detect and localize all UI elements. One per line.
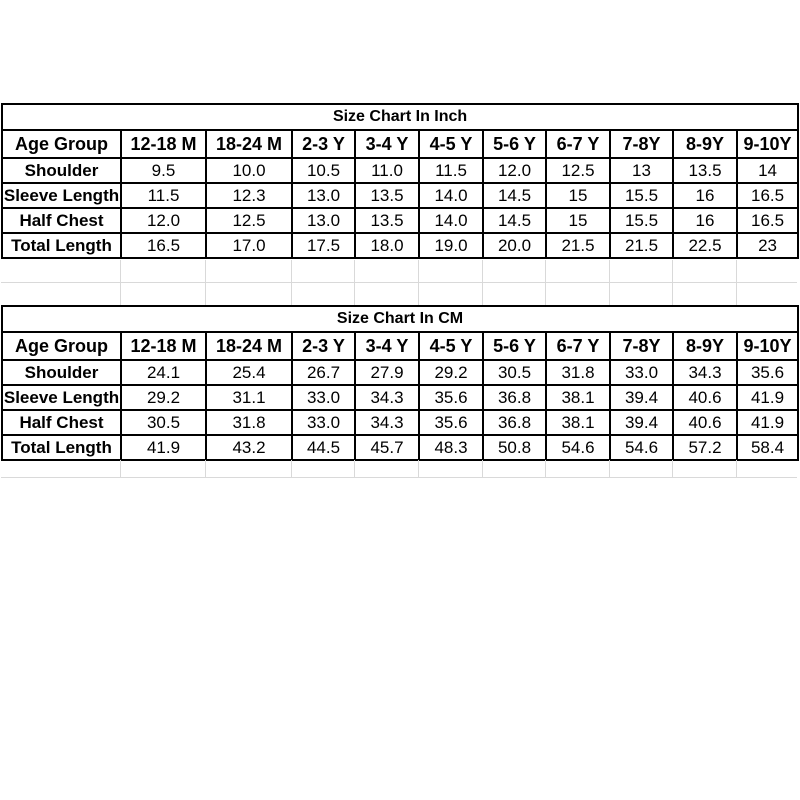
row-label: Half Chest (2, 208, 121, 233)
age-group-header: Age Group (2, 130, 121, 158)
gridline (418, 460, 419, 477)
column-header: 3-4 Y (355, 332, 419, 360)
cell-value: 27.9 (355, 360, 419, 385)
cell-value: 54.6 (546, 435, 610, 460)
cell-value: 34.3 (355, 385, 419, 410)
gridline (418, 260, 419, 305)
cell-value: 13.0 (292, 208, 355, 233)
cell-value: 14.5 (483, 183, 546, 208)
cell-value: 11.5 (419, 158, 483, 183)
column-header: 12-18 M (121, 130, 206, 158)
cell-value: 39.4 (610, 410, 673, 435)
column-header: 4-5 Y (419, 332, 483, 360)
cell-value: 24.1 (121, 360, 206, 385)
cell-value: 35.6 (419, 410, 483, 435)
cell-value: 21.5 (546, 233, 610, 258)
cell-value: 17.5 (292, 233, 355, 258)
row-label: Total Length (2, 233, 121, 258)
cell-value: 38.1 (546, 385, 610, 410)
gridline (672, 260, 673, 305)
gridline (120, 260, 121, 305)
cell-value: 34.3 (673, 360, 737, 385)
cell-value: 11.0 (355, 158, 419, 183)
cell-value: 33.0 (292, 410, 355, 435)
cell-value: 29.2 (419, 360, 483, 385)
column-header: 2-3 Y (292, 130, 355, 158)
column-header: 8-9Y (673, 130, 737, 158)
cell-value: 36.8 (483, 410, 546, 435)
cell-value: 12.0 (483, 158, 546, 183)
cell-value: 31.8 (206, 410, 292, 435)
size-chart-table-inch (1, 103, 799, 259)
cell-value: 13.5 (355, 208, 419, 233)
cell-value: 20.0 (483, 233, 546, 258)
cell-value: 14.0 (419, 208, 483, 233)
gridline (482, 460, 483, 477)
table-row (2, 360, 798, 385)
cell-value: 30.5 (483, 360, 546, 385)
column-header: 3-4 Y (355, 130, 419, 158)
row-label: Half Chest (2, 410, 121, 435)
cell-value: 33.0 (610, 360, 673, 385)
cell-value: 40.6 (673, 410, 737, 435)
gridline (736, 260, 737, 305)
table-header-row (2, 332, 798, 360)
cell-value: 14 (737, 158, 798, 183)
table-title: Size Chart In Inch (2, 104, 798, 130)
table-title-row (2, 306, 798, 332)
column-header: 6-7 Y (546, 332, 610, 360)
cell-value: 13.5 (355, 183, 419, 208)
gridline (354, 460, 355, 477)
cell-value: 12.3 (206, 183, 292, 208)
table-row (2, 183, 798, 208)
cell-value: 12.5 (206, 208, 292, 233)
cell-value: 35.6 (737, 360, 798, 385)
cell-value: 41.9 (737, 385, 798, 410)
column-header: 12-18 M (121, 332, 206, 360)
cell-value: 25.4 (206, 360, 292, 385)
gridline (120, 460, 121, 477)
row-label: Sleeve Length (2, 183, 121, 208)
cell-value: 16.5 (737, 183, 798, 208)
table-row (2, 208, 798, 233)
gridline (609, 460, 610, 477)
cell-value: 15.5 (610, 208, 673, 233)
column-header: 8-9Y (673, 332, 737, 360)
gridline (736, 460, 737, 477)
cell-value: 57.2 (673, 435, 737, 460)
cell-value: 38.1 (546, 410, 610, 435)
cell-value: 12.0 (121, 208, 206, 233)
cell-value: 13.0 (292, 183, 355, 208)
cell-value: 14.5 (483, 208, 546, 233)
column-header: 18-24 M (206, 332, 292, 360)
gridline (354, 260, 355, 305)
cell-value: 12.5 (546, 158, 610, 183)
cell-value: 26.7 (292, 360, 355, 385)
cell-value: 44.5 (292, 435, 355, 460)
cell-value: 43.2 (206, 435, 292, 460)
cell-value: 9.5 (121, 158, 206, 183)
cell-value: 15 (546, 183, 610, 208)
cell-value: 33.0 (292, 385, 355, 410)
table-row (2, 435, 798, 460)
column-header: 5-6 Y (483, 130, 546, 158)
cell-value: 35.6 (419, 385, 483, 410)
gridline (291, 260, 292, 305)
table-title: Size Chart In CM (2, 306, 798, 332)
cell-value: 13 (610, 158, 673, 183)
gridline (205, 460, 206, 477)
column-header: 9-10Y (737, 130, 798, 158)
cell-value: 11.5 (121, 183, 206, 208)
gridline (205, 260, 206, 305)
gridline (291, 460, 292, 477)
cell-value: 10.0 (206, 158, 292, 183)
cell-value: 16 (673, 183, 737, 208)
table-row (2, 233, 798, 258)
cell-value: 31.8 (546, 360, 610, 385)
cell-value: 41.9 (121, 435, 206, 460)
table-header-row (2, 130, 798, 158)
gridline (545, 260, 546, 305)
cell-value: 40.6 (673, 385, 737, 410)
cell-value: 50.8 (483, 435, 546, 460)
cell-value: 41.9 (737, 410, 798, 435)
cell-value: 29.2 (121, 385, 206, 410)
spreadsheet-gridlines-below-tables (1, 460, 797, 478)
cell-value: 15 (546, 208, 610, 233)
cell-value: 18.0 (355, 233, 419, 258)
cell-value: 16.5 (737, 208, 798, 233)
cell-value: 13.5 (673, 158, 737, 183)
table-row (2, 410, 798, 435)
cell-value: 22.5 (673, 233, 737, 258)
cell-value: 34.3 (355, 410, 419, 435)
cell-value: 16 (673, 208, 737, 233)
cell-value: 21.5 (610, 233, 673, 258)
cell-value: 16.5 (121, 233, 206, 258)
row-label: Shoulder (2, 158, 121, 183)
cell-value: 10.5 (292, 158, 355, 183)
cell-value: 30.5 (121, 410, 206, 435)
cell-value: 14.0 (419, 183, 483, 208)
cell-value: 48.3 (419, 435, 483, 460)
age-group-header: Age Group (2, 332, 121, 360)
cell-value: 36.8 (483, 385, 546, 410)
gridline (482, 260, 483, 305)
row-label: Sleeve Length (2, 385, 121, 410)
table-title-row (2, 104, 798, 130)
cell-value: 19.0 (419, 233, 483, 258)
gridline (672, 460, 673, 477)
cell-value: 23 (737, 233, 798, 258)
size-chart-table-cm (1, 305, 799, 461)
column-header: 9-10Y (737, 332, 798, 360)
cell-value: 45.7 (355, 435, 419, 460)
column-header: 18-24 M (206, 130, 292, 158)
cell-value: 15.5 (610, 183, 673, 208)
column-header: 7-8Y (610, 332, 673, 360)
column-header: 2-3 Y (292, 332, 355, 360)
cell-value: 54.6 (610, 435, 673, 460)
table-row (2, 385, 798, 410)
table-row (2, 158, 798, 183)
column-header: 7-8Y (610, 130, 673, 158)
column-header: 4-5 Y (419, 130, 483, 158)
cell-value: 58.4 (737, 435, 798, 460)
cell-value: 31.1 (206, 385, 292, 410)
gridline (545, 460, 546, 477)
spreadsheet-gridlines-between-tables (1, 260, 797, 305)
gridline (609, 260, 610, 305)
cell-value: 39.4 (610, 385, 673, 410)
cell-value: 17.0 (206, 233, 292, 258)
row-label: Total Length (2, 435, 121, 460)
column-header: 5-6 Y (483, 332, 546, 360)
column-header: 6-7 Y (546, 130, 610, 158)
row-label: Shoulder (2, 360, 121, 385)
